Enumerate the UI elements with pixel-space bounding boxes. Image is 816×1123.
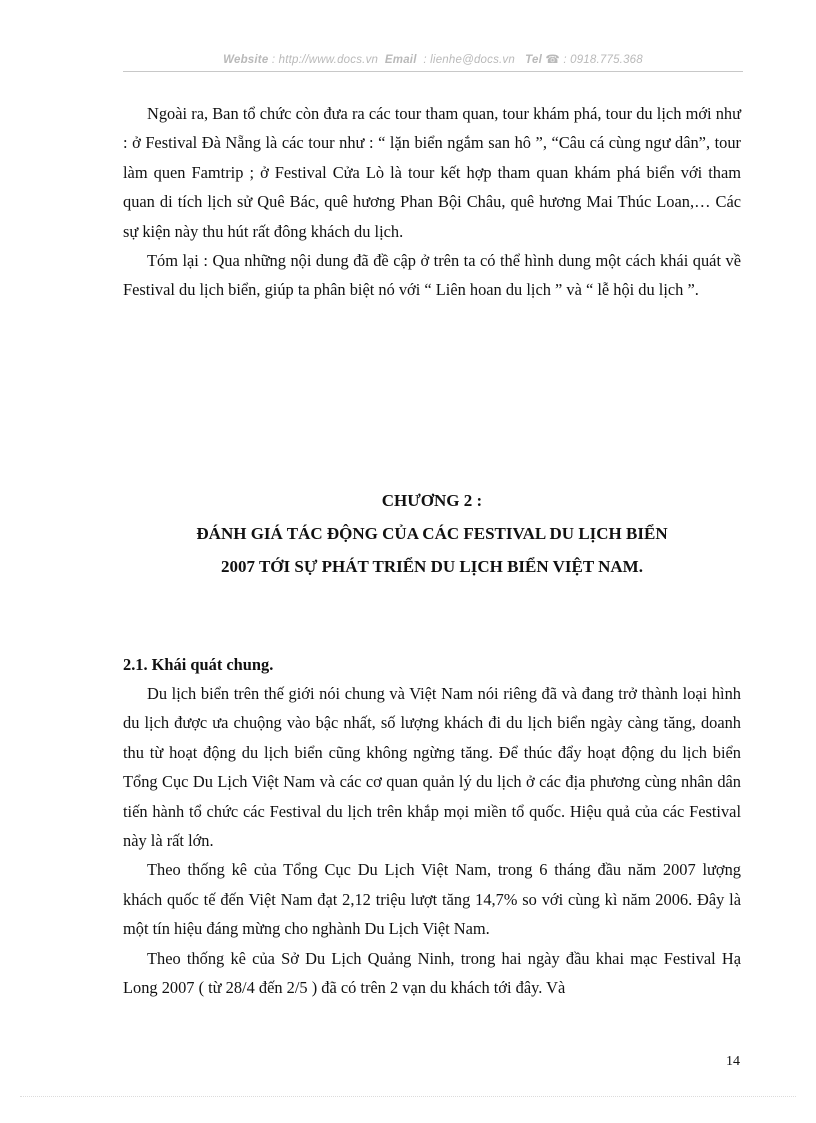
website-value: : http://www.docs.vn: [271, 54, 379, 66]
tel-value: : 0918.775.368: [563, 54, 643, 66]
paragraph-statistics-national: Theo thống kê của Tổng Cục Du Lịch Việt Nam, trong 6 tháng đầu năm 2007 lượng khách quốc tế đến Việt Nam đạt 2,12 triệu lượt tăng 14,7% so với cùng kì năm 2006. Đây là một tín hiệu đáng mừng cho nghành Du Lịch Việt Nam.: [123, 860, 741, 939]
paragraph-overview: Du lịch biển trên thế giới nói chung và Việt Nam nói riêng đã và đang trở thành loại hình du lịch được ưa chuộng vào bậc nhất, số lượng khách đi du lịch biển ngày càng tăng, doanh thu từ hoạt động du lịch biển cũng không ngừng tăng. Để thúc đẩy hoạt động du lịch biển Tổng Cục Du Lịch Việt Nam và các cơ quan quản lý du lịch ở các địa phương cùng nhân dân tiến hành tổ chức các Festival du lịch trên khắp mọi miền tổ quốc. Hiệu quả của các Festival này là rất lớn.: [123, 684, 741, 851]
page-header: [123, 52, 743, 66]
email-label: Email: [384, 54, 417, 66]
intro-text-block: [123, 99, 741, 305]
email-value: : lienhe@docs.vn: [423, 54, 515, 66]
phone-icon: ☎: [545, 54, 560, 66]
page-number: 14: [726, 1054, 740, 1069]
page-bottom-border: [20, 1096, 796, 1097]
chapter-title-line-1: ĐÁNH GIÁ TÁC ĐỘNG CỦA CÁC FESTIVAL DU LỊCH BIỂN: [196, 524, 668, 543]
paragraph-statistics-quang-ninh: Theo thống kê của Sở Du Lịch Quảng Ninh, trong hai ngày đầu khai mạc Festival Hạ Long 2007 ( từ 28/4 đến 2/5 ) đã có trên 2 vạn du khách tới đây. Và: [123, 948, 741, 998]
website-label: Website: [223, 54, 269, 66]
paragraph-summary: Tóm lại : Qua những nội dung đã đề cập ở trên ta có thể hình dung một cách khái quát về Festival du lịch biển, giúp ta phân biệt nó với “ Liên hoan du lịch ” và “ lễ hội du lịch ”.: [123, 251, 741, 300]
paragraph-tours: Ngoài ra, Ban tổ chức còn đưa ra các tour tham quan, tour khám phá, tour du lịch mới như : ở Festival Đà Nẵng là các tour như : “ lặn biển ngắm san hô ”, “Câu cá cùng ngư dân”, tour làm quen Famtrip ; ở Festival Cửa Lò là tour kết hợp tham quan khám phá biển với tham quan di tích lịch sử Quê Bác, quê hương Phan Bội Châu, quê hương Mai Thúc Loan,… Các sự kiện này thu hút rất đông khách du lịch.: [123, 104, 741, 241]
header-divider: [123, 71, 743, 72]
tel-label: Tel: [525, 54, 542, 66]
section-title: 2.1. Khái quát chung.: [123, 655, 274, 674]
chapter-title-line-2: 2007 TỚI SỰ PHÁT TRIỂN DU LỊCH BIỂN VIỆT NAM.: [221, 557, 643, 576]
chapter-number: CHƯƠNG 2 :: [381, 491, 483, 510]
section-text-block: [123, 679, 741, 1002]
chapter-heading: [123, 484, 741, 583]
